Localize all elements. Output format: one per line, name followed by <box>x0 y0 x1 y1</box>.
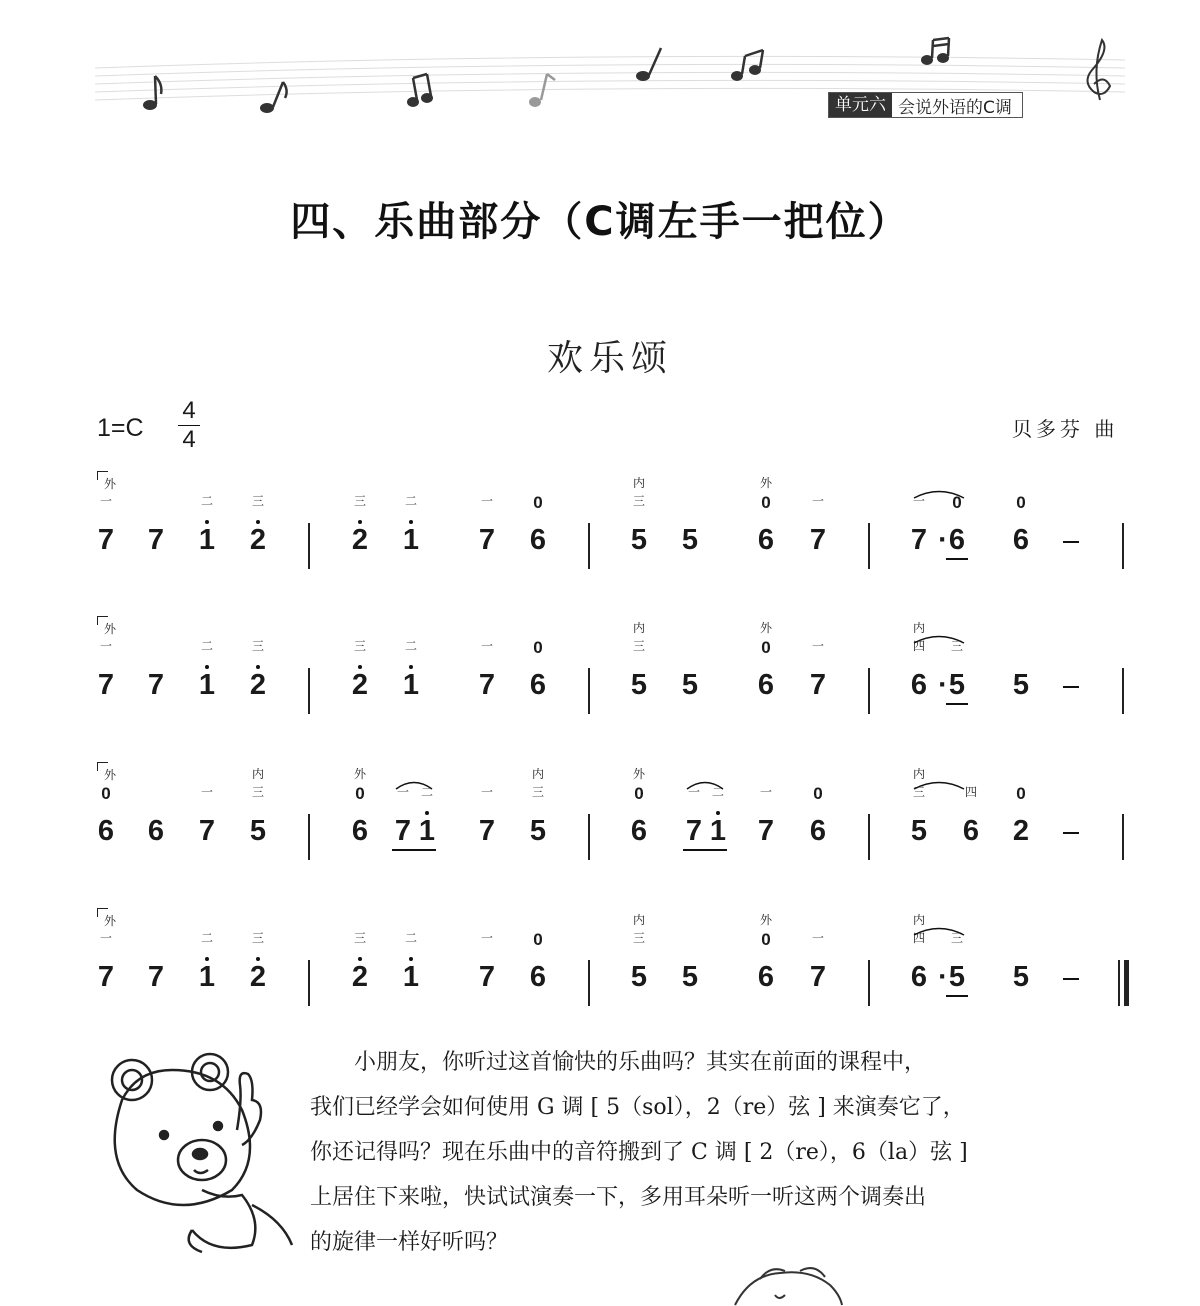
finger-mark: 三 <box>632 494 645 508</box>
note: 6 <box>630 815 648 847</box>
high-octave-dot <box>358 520 362 524</box>
bar-line <box>308 814 310 860</box>
finger-mark: 一 <box>759 785 772 799</box>
finger-mark: 一 <box>811 639 824 653</box>
finger-mark: 三 <box>632 639 645 653</box>
finger-mark: 三 <box>950 931 963 945</box>
final-bar-line <box>1118 960 1120 1006</box>
note: 1 <box>402 961 420 993</box>
high-octave-dot <box>409 957 413 961</box>
position-mark: 内 <box>912 621 925 635</box>
key-signature: 1=C <box>97 414 144 442</box>
position-mark: 外 <box>103 768 116 782</box>
note: 7 <box>478 815 496 847</box>
open-string-mark: 0 <box>1016 493 1026 512</box>
finger-mark: 一 <box>99 931 112 945</box>
note: 1 <box>418 815 436 847</box>
finger-mark: 一 <box>480 494 493 508</box>
bar-line <box>588 814 590 860</box>
finger-mark: 四 <box>912 639 925 653</box>
note: 6 <box>757 961 775 993</box>
note: 7 <box>809 961 827 993</box>
bar-line <box>588 523 590 569</box>
position-mark: 外 <box>759 913 772 927</box>
paragraph-line: 我们已经学会如何使用 G 调 [ 5（sol），2（re）弦 ] 来演奏它了， <box>310 1095 965 1120</box>
paragraph-line: 的旋律一样好听吗？ <box>310 1230 509 1255</box>
finger-mark: 二 <box>404 931 417 945</box>
finger-mark: 一 <box>99 639 112 653</box>
open-string-mark: 0 <box>634 784 644 803</box>
bar-line <box>308 668 310 714</box>
note: 7 <box>97 961 115 993</box>
note: 7 <box>809 524 827 556</box>
finger-mark: 一 <box>200 785 213 799</box>
open-string-mark: 0 <box>761 638 771 657</box>
time-signature <box>178 398 200 453</box>
note: 5 <box>681 524 699 556</box>
bar-line <box>1122 668 1124 714</box>
slur-arc <box>912 632 966 644</box>
high-octave-dot <box>256 665 260 669</box>
note: 6 <box>757 524 775 556</box>
dotted-note: · <box>938 961 948 993</box>
time-signature-top: 4 <box>182 397 196 424</box>
paragraph-line: 你还记得吗？现在乐曲中的音符搬到了 C 调 [ 2（re），6（la）弦 ] <box>310 1140 968 1165</box>
position-mark: 外 <box>632 767 645 781</box>
bar-line <box>1122 523 1124 569</box>
note: 5 <box>249 815 267 847</box>
finger-mark: 三 <box>251 785 264 799</box>
note: 6 <box>809 815 827 847</box>
position-mark: 外 <box>103 622 116 636</box>
position-mark: 外 <box>759 621 772 635</box>
finger-mark: 三 <box>353 494 366 508</box>
note: 6 <box>529 961 547 993</box>
note: 6 <box>147 815 165 847</box>
bar-line <box>868 668 870 714</box>
high-octave-dot <box>358 957 362 961</box>
finger-mark: 一 <box>811 931 824 945</box>
eighth-underline <box>392 849 436 851</box>
note: 6 <box>351 815 369 847</box>
note: 5 <box>529 815 547 847</box>
dotted-note: · <box>938 524 948 556</box>
note: 2 <box>1012 815 1030 847</box>
time-signature-bottom: 4 <box>182 426 196 453</box>
bar-line <box>308 523 310 569</box>
note: 6 <box>757 669 775 701</box>
paragraph-line: 上居住下来啦，快试试演奏一下，多用耳朵听一听这两个调奏出 <box>310 1185 927 1210</box>
finger-mark: 四 <box>964 785 977 799</box>
open-string-mark: 0 <box>761 493 771 512</box>
finger-mark: 三 <box>251 931 264 945</box>
finger-mark: 四 <box>912 931 925 945</box>
open-string-mark: 0 <box>813 784 823 803</box>
note: 2 <box>249 524 267 556</box>
finger-mark: 二 <box>200 494 213 508</box>
note: 5 <box>948 669 966 701</box>
note: 2 <box>351 524 369 556</box>
position-mark: 内 <box>632 913 645 927</box>
position-mark: 内 <box>251 767 264 781</box>
high-octave-dot <box>425 811 429 815</box>
high-octave-dot <box>358 665 362 669</box>
note: 7 <box>910 524 928 556</box>
note: 7 <box>147 961 165 993</box>
note: 6 <box>910 669 928 701</box>
unit-number: 单元六 <box>829 93 892 117</box>
finger-mark: 一 <box>912 494 925 508</box>
position-mark: 外 <box>353 767 366 781</box>
note: 5 <box>1012 669 1030 701</box>
finger-mark: 二 <box>404 639 417 653</box>
description-paragraph <box>310 1040 1130 1265</box>
bear-illustration-icon <box>92 1030 302 1260</box>
finger-mark: 一 <box>480 931 493 945</box>
unit-label-tag <box>828 92 1023 118</box>
position-mark: 内 <box>912 913 925 927</box>
note: 1 <box>709 815 727 847</box>
final-bar-line-thick <box>1124 960 1129 1006</box>
eighth-underline <box>683 849 727 851</box>
finger-mark: 一 <box>811 494 824 508</box>
note: 5 <box>948 961 966 993</box>
finger-mark: 一 <box>480 785 493 799</box>
note: 5 <box>681 961 699 993</box>
high-octave-dot <box>205 520 209 524</box>
position-mark: 内 <box>632 621 645 635</box>
note: 7 <box>809 669 827 701</box>
open-string-mark: 0 <box>533 493 543 512</box>
slur-arc <box>912 924 966 936</box>
note: 7 <box>478 669 496 701</box>
composer: 贝多芬 曲 <box>1012 417 1119 441</box>
bar-line <box>868 814 870 860</box>
note: 6 <box>948 524 966 556</box>
position-mark: 外 <box>759 476 772 490</box>
unit-title: 会说外语的C调 <box>898 97 1012 118</box>
high-octave-dot <box>256 520 260 524</box>
open-string-mark: 0 <box>533 930 543 949</box>
position-mark: 外 <box>103 477 116 491</box>
finger-mark: 一 <box>396 785 409 799</box>
song-title: 欢乐颂 <box>546 338 673 379</box>
finger-mark: 三 <box>251 639 264 653</box>
slur-arc <box>394 778 434 790</box>
finger-mark: 二 <box>711 785 724 799</box>
position-mark: 外 <box>103 914 116 928</box>
note: 6 <box>962 815 980 847</box>
note: 5 <box>681 669 699 701</box>
finger-mark: 一 <box>480 639 493 653</box>
note: 6 <box>529 669 547 701</box>
slur-arc <box>912 778 966 790</box>
high-octave-dot <box>409 665 413 669</box>
position-mark: 内 <box>632 476 645 490</box>
note: 7 <box>757 815 775 847</box>
high-octave-dot <box>409 520 413 524</box>
note: 2 <box>249 669 267 701</box>
note: 5 <box>1012 961 1030 993</box>
note: 7 <box>478 524 496 556</box>
finger-mark: 二 <box>200 639 213 653</box>
bar-line <box>868 523 870 569</box>
open-string-mark: 0 <box>101 784 111 803</box>
finger-mark: 三 <box>912 785 925 799</box>
note: 7 <box>685 815 703 847</box>
note: 5 <box>630 961 648 993</box>
bar-line <box>588 668 590 714</box>
note: 7 <box>394 815 412 847</box>
finger-mark: 二 <box>420 785 433 799</box>
sustain-dash <box>1063 541 1079 543</box>
note: 7 <box>97 669 115 701</box>
note: 7 <box>198 815 216 847</box>
note: 1 <box>402 669 420 701</box>
note: 1 <box>198 961 216 993</box>
finger-mark: 一 <box>99 494 112 508</box>
slur-arc <box>685 778 725 790</box>
finger-mark: 三 <box>531 785 544 799</box>
note: 7 <box>97 524 115 556</box>
open-string-mark: 0 <box>952 493 962 512</box>
sustain-dash <box>1063 978 1079 980</box>
open-string-mark: 0 <box>1016 784 1026 803</box>
note: 5 <box>910 815 928 847</box>
slur-arc <box>912 487 966 499</box>
eighth-underline <box>946 558 968 560</box>
bar-line <box>1122 814 1124 860</box>
note: 6 <box>529 524 547 556</box>
note: 6 <box>1012 524 1030 556</box>
bar-line <box>308 960 310 1006</box>
open-string-mark: 0 <box>761 930 771 949</box>
finger-mark: 二 <box>200 931 213 945</box>
note: 7 <box>478 961 496 993</box>
finger-mark: 三 <box>251 494 264 508</box>
finger-mark: 三 <box>950 639 963 653</box>
sustain-dash <box>1063 832 1079 834</box>
high-octave-dot <box>205 665 209 669</box>
sustain-dash <box>1063 686 1079 688</box>
eighth-underline <box>946 703 968 705</box>
paragraph-line: 小朋友，你听过这首愉快的乐曲吗？其实在前面的课程中， <box>310 1050 927 1075</box>
note: 5 <box>630 524 648 556</box>
bar-line <box>868 960 870 1006</box>
high-octave-dot <box>716 811 720 815</box>
high-octave-dot <box>256 957 260 961</box>
finger-mark: 三 <box>632 931 645 945</box>
note: 6 <box>97 815 115 847</box>
open-string-mark: 0 <box>533 638 543 657</box>
finger-mark: 二 <box>404 494 417 508</box>
finger-mark: 一 <box>687 785 700 799</box>
eighth-underline <box>946 995 968 997</box>
note: 2 <box>249 961 267 993</box>
position-mark: 内 <box>912 767 925 781</box>
note: 2 <box>351 669 369 701</box>
dotted-note: · <box>938 669 948 701</box>
note: 1 <box>198 669 216 701</box>
finger-mark: 三 <box>353 639 366 653</box>
position-mark: 内 <box>531 767 544 781</box>
bar-line <box>588 960 590 1006</box>
note: 7 <box>147 524 165 556</box>
note: 1 <box>402 524 420 556</box>
open-string-mark: 0 <box>355 784 365 803</box>
note: 7 <box>147 669 165 701</box>
note: 5 <box>630 669 648 701</box>
note: 2 <box>351 961 369 993</box>
note: 6 <box>910 961 928 993</box>
note: 1 <box>198 524 216 556</box>
finger-mark: 三 <box>353 931 366 945</box>
cartoon-decoration-icon <box>730 1265 850 1306</box>
high-octave-dot <box>205 957 209 961</box>
page-title: 四、乐曲部分（C调左手一把位） <box>290 199 910 245</box>
